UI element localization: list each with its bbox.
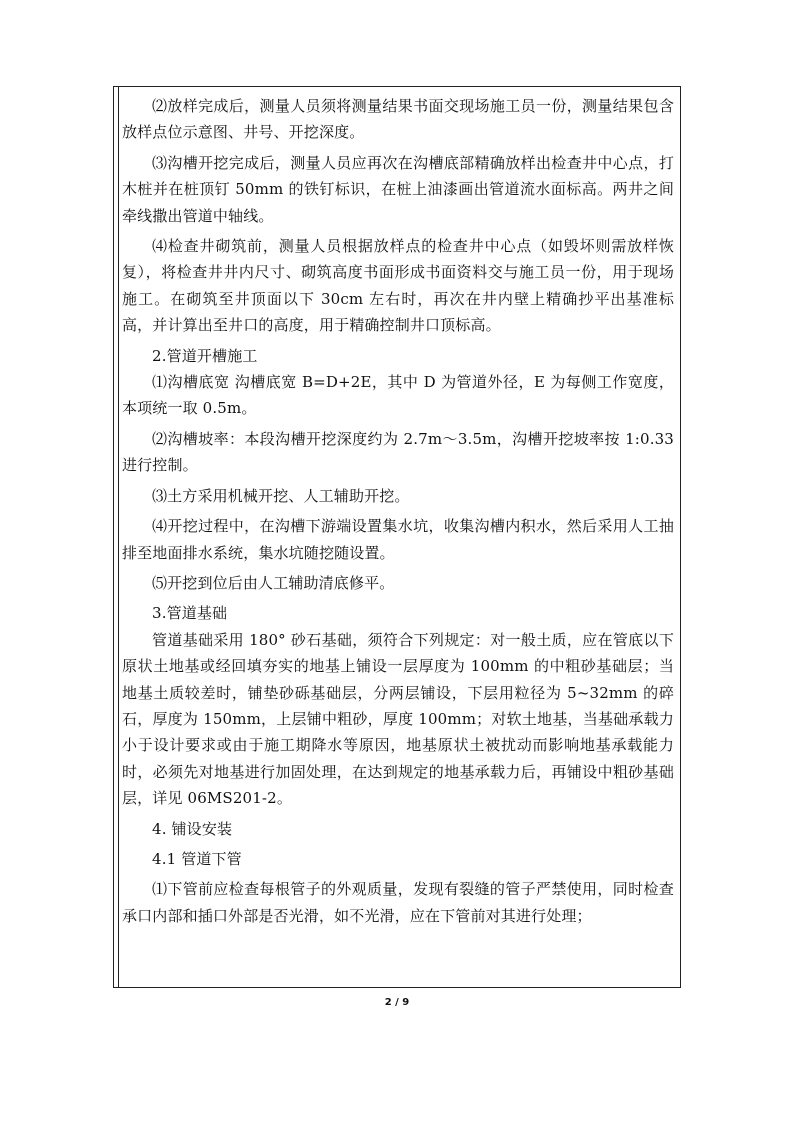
section-heading-installation: 4. 铺设安装	[152, 819, 233, 838]
document-body	[122, 93, 674, 929]
paragraph-foundation: 管道基础采用 180° 砂石基础，须符合下列规定：对一般土质，应在管底以下原状土地基或经回填夯实的地基上铺设一层厚度为 100mm 的中粗砂基础层；当地基土质较差时，铺垫砂砾基础层，分两层铺设，下层用粒径为 5~32mm 的碎石，厚度为 150mm，上层铺中粗砂，厚度 100mm；对软土地基，当基础承载力小于设计要求或由于施工期降水等原因，地基原状土被扰动而影响地基承载能力时，必须先对地基进行加固处理，在达到规定的地基承载力后，再铺设中粗砂基础层，详见 06MS201-2。	[122, 630, 674, 808]
paragraph-layout-2: ⑵放样完成后，测量人员须将测量结果书面交现场施工员一份，测量结果包含放样点位示意图、井号、开挖深度。	[122, 97, 674, 142]
section-heading-foundation: 3.管道基础	[152, 604, 228, 623]
paragraph-trench-2: ⑵沟槽坡率：本段沟槽开挖深度约为 2.7m～3.5m，沟槽开挖坡率按 1:0.33 进行控制。	[122, 429, 674, 475]
paragraph-lowering-1: ⑴下管前应检查每根管子的外观质量，发现有裂缝的管子严禁使用，同时检查承口内部和插口外部是否光滑，如不光滑，应在下管前对其进行处理；	[122, 880, 674, 925]
paragraph-trench-3: ⑶土方采用机械开挖、人工辅助开挖。	[152, 486, 410, 505]
subsection-heading-lowering: 4.1 管道下管	[152, 849, 242, 868]
content-table-frame	[113, 86, 681, 988]
paragraph-trench-1: ⑴沟槽底宽 沟槽底宽 B=D+2E，其中 D 为管道外径，E 为每侧工作宽度，本项统一取 0.5m。	[122, 373, 674, 418]
paragraph-layout-4: ⑷检查井砌筑前，测量人员根据放样点的检查井中心点（如毁坏则需放样恢复），将检查井井内尺寸、砌筑高度书面形成书面资料交与施工员一份，用于现场施工。在砌筑至井顶面以下 30cm 左右时，再次在井内壁上精确抄平出基准标高，并计算出至井口的高度，用于精确控制井口顶标高。	[122, 237, 674, 335]
paragraph-trench-4: ⑷开挖过程中，在沟槽下游端设置集水坑，收集沟槽内积水，然后采用人工抽排至地面排水系统，集水坑随挖随设置。	[122, 517, 674, 562]
table-inner-border	[118, 87, 119, 987]
paragraph-layout-3: ⑶沟槽开挖完成后，测量人员应再次在沟槽底部精确放样出检查井中心点，打木桩并在桩顶钉 50mm 的铁钉标识，在桩上油漆画出管道流水面标高。两井之间牵线撒出管道中轴线。	[122, 153, 674, 225]
paragraph-trench-5: ⑸开挖到位后由人工辅助清底修平。	[152, 573, 395, 592]
page-number: 2 / 9	[384, 997, 410, 1008]
section-heading-trench: 2.管道开槽施工	[152, 346, 258, 365]
